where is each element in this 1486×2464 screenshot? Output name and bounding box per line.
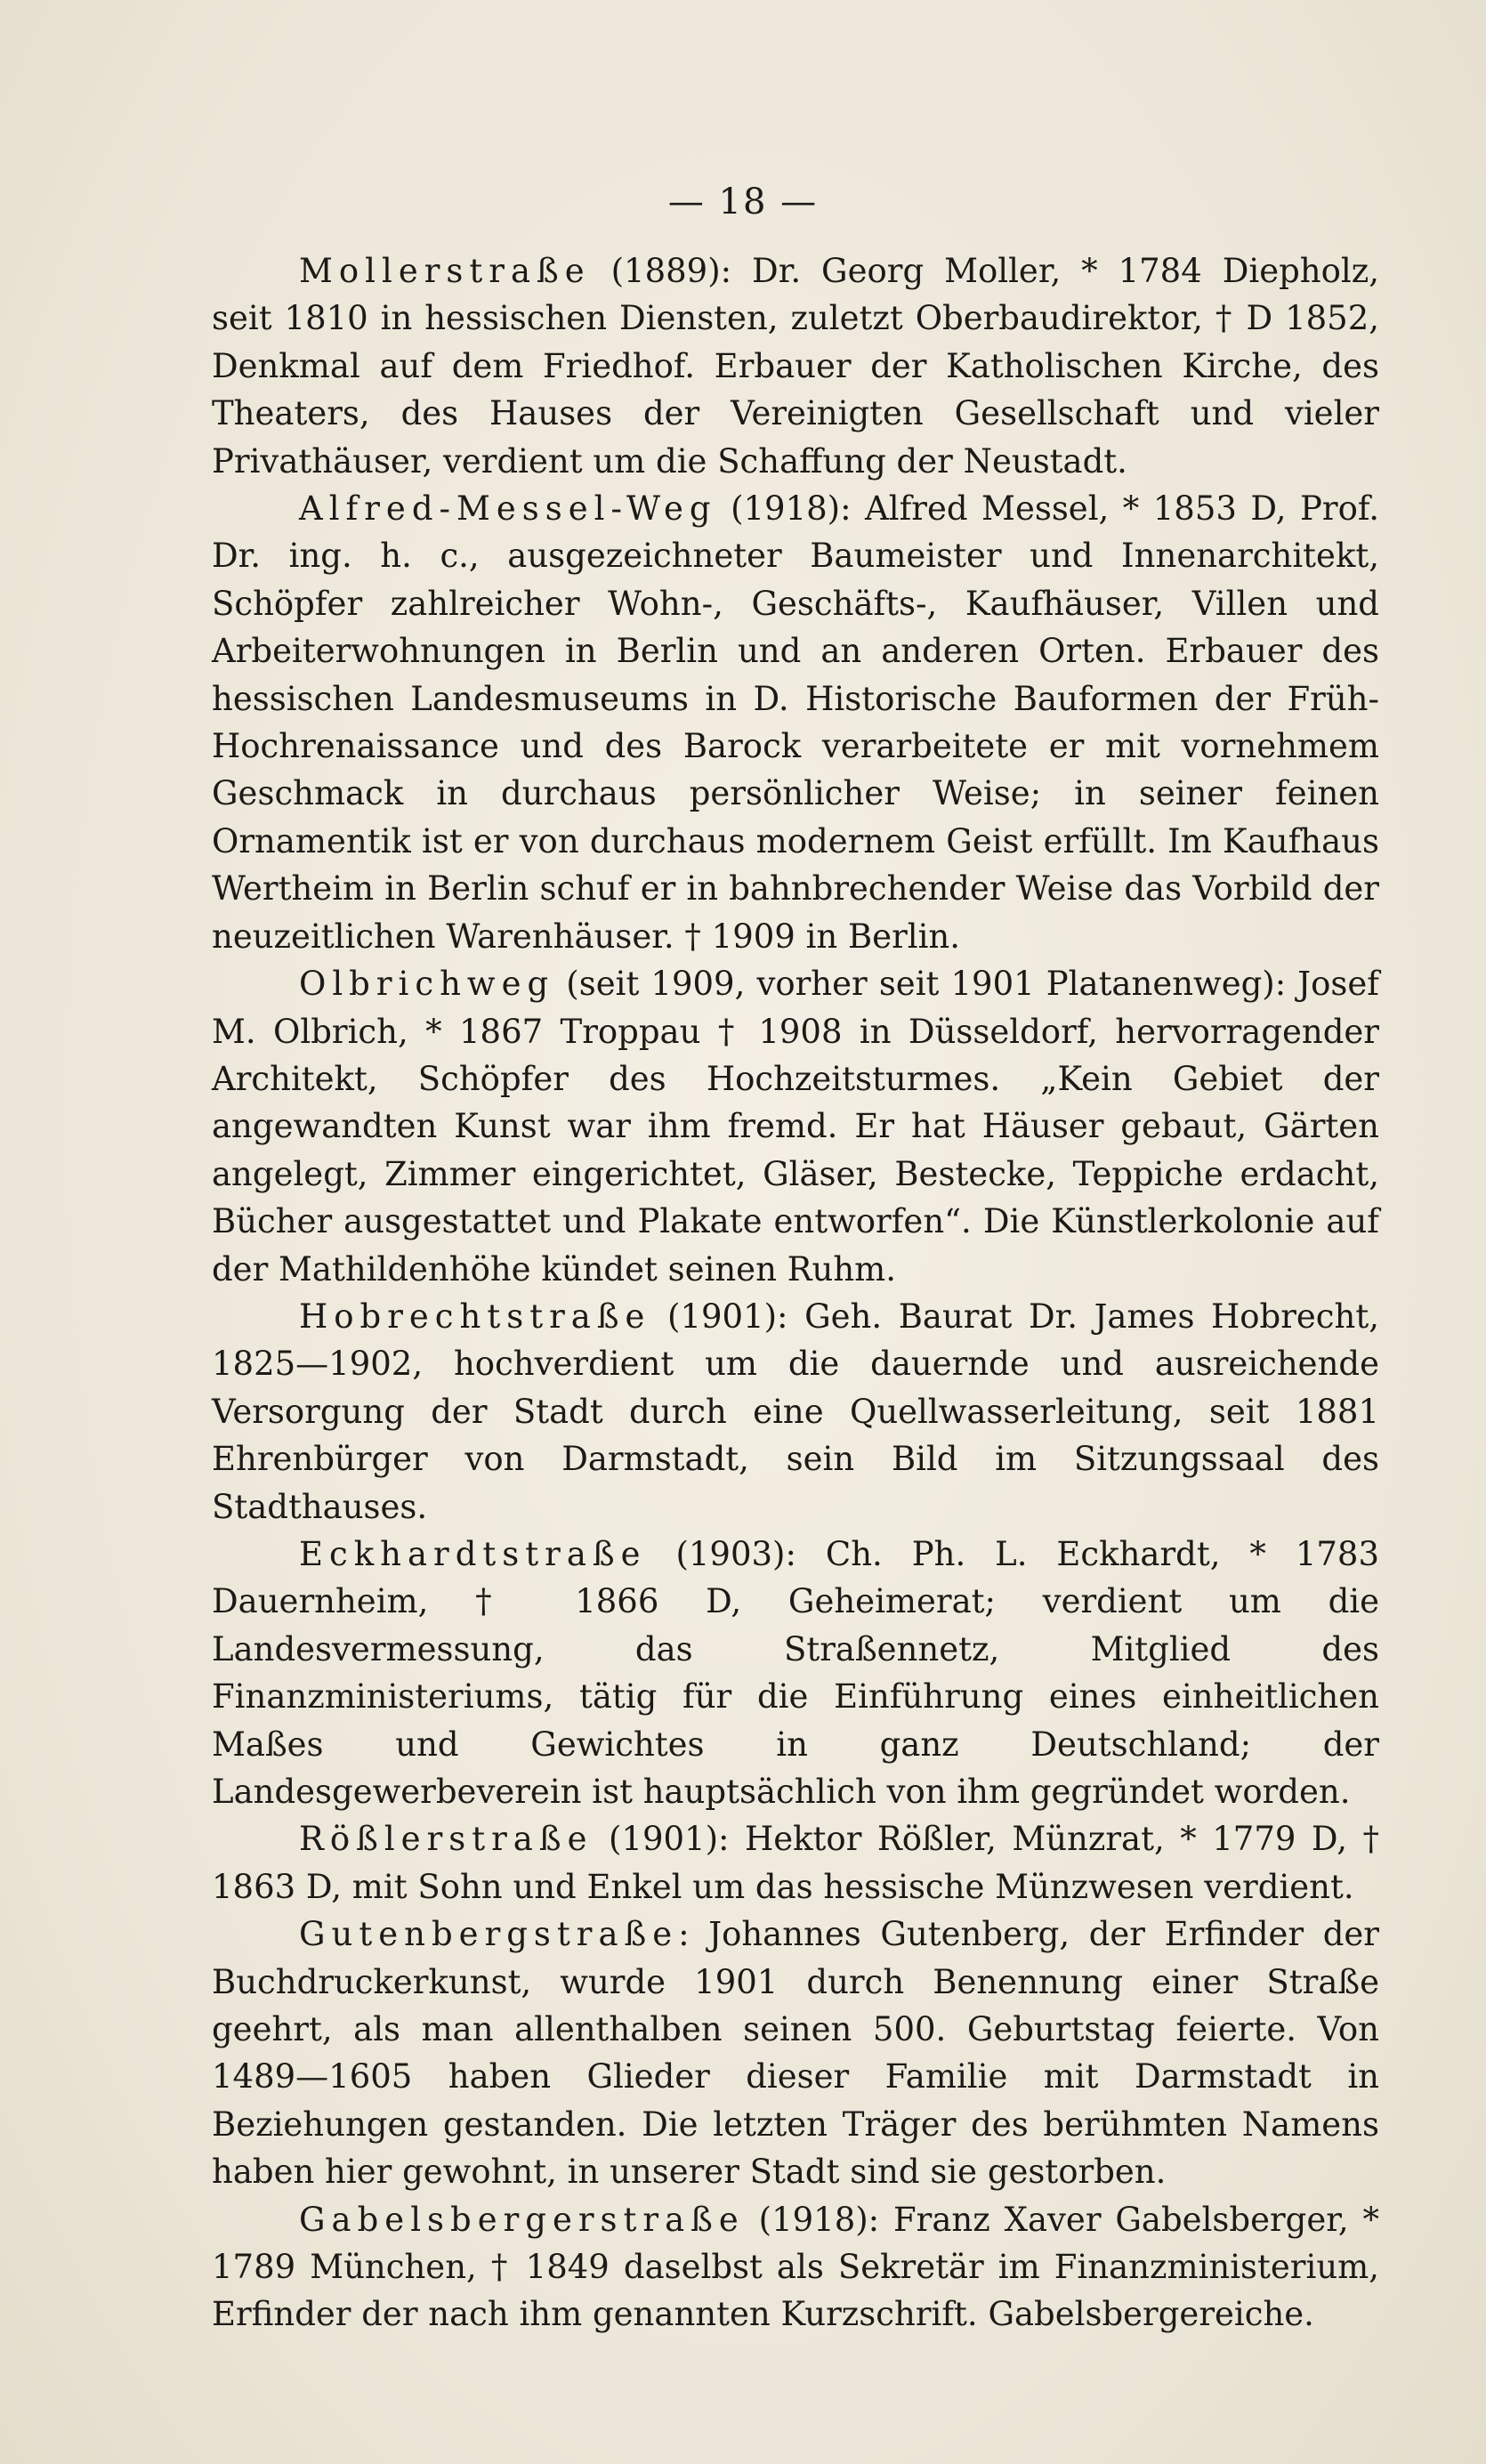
entry-text: (1901): Hektor Rößler, Münzrat, * 1779 D, † 1863 D, mit Sohn und Enkel um das hessische Münzwesen verdient. (212, 1820, 1379, 1906)
entry-roesslerstrasse (212, 1815, 1379, 1911)
entry-text: (seit 1909, vorher seit 1901 Platanenweg): Josef M. Olbrich, * 1867 Troppau † 1908 in Düsseldorf, hervorragender Architekt, Schöpfer des Hochzeitsturmes. „Kein Gebiet der angewandten Kunst war ihm fremd. Er hat Häuser gebaut, Gärten angelegt, Zimmer eingerichtet, Gläser, Bestecke, Teppiche erdacht, Bücher ausgestattet und Plakate entworfen“. Die Künstlerkolonie auf der Mathildenhöhe kündet seinen Ruhm. (212, 965, 1379, 1289)
entry-heading: Rößlerstraße (299, 1820, 594, 1859)
entry-heading: Olbrichweg (299, 965, 555, 1004)
entry-gabelsbergerstrasse (212, 2196, 1379, 2339)
entry-mollerstrasse (212, 247, 1379, 485)
entry-text: (1889): Dr. Georg Moller, * 1784 Diepholz, seit 1810 in hessischen Diensten, zuletzt Oberbaudirektor, † D 1852, Denkmal auf dem Friedhof. Erbauer der Katholischen Kirche, des Theaters, des Hauses der Vereinigten Gesellschaft und vieler Privathäuser, verdient um die Schaffung der Neustadt. (212, 252, 1379, 481)
entry-heading: Mollerstraße (299, 252, 591, 290)
entry-text: : Johannes Gutenberg, der Erfinder der Buchdruckerkunst, wurde 1901 durch Benennung einer Straße geehrt, als man allenthalben seinen 500. Geburtstag feierte. Von 1489—1605 haben Glieder dieser Familie mit Darmstadt in Beziehungen gestanden. Die letzten Träger des berühmten Namens haben hier gewohnt, in unserer Stadt sind sie gestorben. (212, 1915, 1379, 2192)
entry-heading: Hobrechtstraße (299, 1297, 651, 1336)
entry-heading: Gabelsbergerstraße (299, 2200, 745, 2239)
entry-text: (1901): Geh. Baurat Dr. James Hobrecht, 1825—1902, hochverdient um die dauernde und ausreichende Versorgung der Stadt durch eine Quellwasserleitung, seit 1881 Ehrenbürger von Darmstadt, sein Bild im Sitzungssaal des Stadthauses. (212, 1297, 1379, 1526)
entry-heading: Eckhardtstraße (299, 1534, 647, 1573)
entry-gutenbergstrasse (212, 1911, 1379, 2195)
entry-alfred-messel-weg (212, 485, 1379, 960)
entry-heading: Alfred-Messel-Weg (299, 489, 717, 529)
entry-olbrichweg (212, 960, 1379, 1293)
entry-text: (1918): Alfred Messel, * 1853 D, Prof. Dr. ing. h. c., ausgezeichneter Baumeister und Innenarchitekt, Schöpfer zahlreicher Wohn-, Geschäfts-, Kaufhäuser, Villen und Arbeiterwohnungen in Berlin und an anderen Orten. Erbauer des hessischen Landesmuseums in D. Historische Bauformen der Früh-Hochrenaissance und des Barock verarbeitete er mit vornehmem Geschmack in durchaus persönlicher Weise; in seiner feinen Ornamentik ist er von durchaus modernem Geist erfüllt. Im Kaufhaus Wertheim in Berlin schuf er in bahnbrechender Weise das Vorbild der neuzeitlichen Warenhäuser. † 1909 in Berlin. (212, 489, 1379, 956)
text-column (212, 247, 1379, 2339)
entry-eckhardtstrasse (212, 1531, 1379, 1815)
entry-heading: Gutenbergstraße (299, 1915, 679, 1954)
entry-hobrechtstrasse (212, 1293, 1379, 1531)
entry-text: (1918): Franz Xaver Gabelsberger, * 1789 München, † 1849 daselbst als Sekretär im Finanzministerium, Erfinder der nach ihm genannten Kurzschrift. Gabelsbergereiche. (212, 2200, 1379, 2334)
page-number: — 18 — (667, 182, 819, 222)
entry-text: (1903): Ch. Ph. L. Eckhardt, * 1783 Dauernheim, † 1866 D, Geheimerat; verdient um die Landesvermessung, das Straßennetz, Mitglied des Finanzministeriums, tätig für die Einführung eines einheitlichen Maßes und Gewichtes in ganz Deutschland; der Landesgewerbeverein ist hauptsächlich von ihm gegründet worden. (212, 1534, 1379, 1811)
